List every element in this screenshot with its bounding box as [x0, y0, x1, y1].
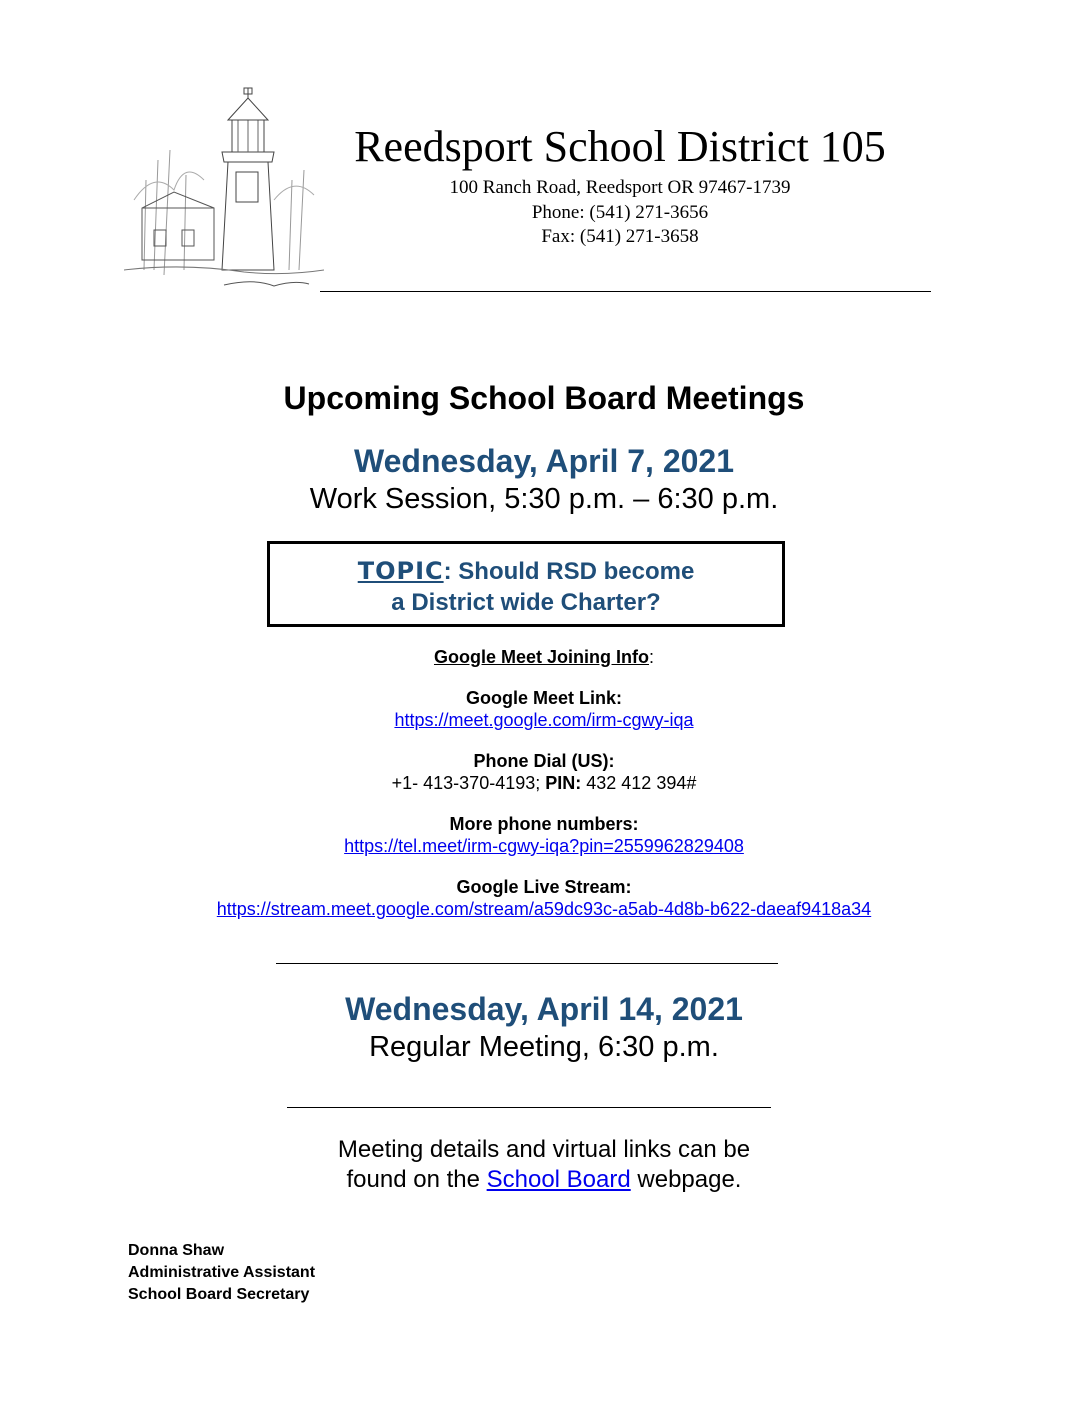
district-phone: Phone: (541) 271-3656: [531, 202, 709, 223]
letterhead-divider: [320, 291, 931, 292]
meet-link-row: [0, 709, 1088, 731]
meet-link-label: Google Meet Link:: [465, 688, 622, 708]
lighthouse-logo: [124, 80, 324, 295]
pin-label: PIN:: [545, 773, 582, 793]
more-phone-link[interactable]: https://tel.meet/irm-cgwy-iqa?pin=2559962829408: [344, 836, 744, 856]
footer-suffix: webpage.: [630, 1166, 742, 1193]
joining-info-label: Google Meet Joining Info: [433, 647, 649, 667]
signature-title-2: School Board Secretary: [128, 1286, 310, 1303]
topic-label: TOPIC: [357, 557, 444, 585]
joining-info-heading: [0, 646, 1088, 668]
joining-info-colon: :: [648, 647, 654, 667]
topic-text-1: : Should RSD become: [443, 558, 695, 585]
phone-dial-label: Phone Dial (US):: [473, 751, 615, 771]
meeting-divider: [276, 963, 778, 964]
signature-title-1: Administrative Assistant: [128, 1264, 316, 1281]
meeting2-date: Wednesday, April 14, 2021: [345, 991, 743, 1027]
live-stream-label: Google Live Stream:: [456, 877, 632, 897]
meet-link[interactable]: https://meet.google.com/irm-cgwy-iqa: [394, 710, 694, 730]
footer-divider: [287, 1107, 771, 1108]
district-name: Reedsport School District 105: [354, 122, 886, 171]
district-fax: Fax: (541) 271-3658: [541, 226, 699, 247]
meeting2-session: Regular Meeting, 6:30 p.m.: [369, 1031, 719, 1063]
footer-line-1: Meeting details and virtual links can be: [337, 1136, 751, 1163]
topic-line-1: [267, 555, 785, 588]
footer-prefix: found on the: [346, 1166, 487, 1193]
live-stream-row: [0, 898, 1088, 920]
footer-line-2: [0, 1165, 1088, 1195]
school-board-link[interactable]: School Board: [486, 1166, 631, 1193]
phone-number: +1- 413-370-4193;: [391, 773, 546, 793]
more-phone-row: [0, 835, 1088, 857]
meeting1-session: Work Session, 5:30 p.m. – 6:30 p.m.: [309, 483, 779, 515]
phone-dial-row: [0, 772, 1088, 794]
district-address: 100 Ranch Road, Reedsport OR 97467-1739: [449, 177, 791, 198]
page-heading: Upcoming School Board Meetings: [283, 380, 805, 416]
pin-value: 432 412 394#: [581, 773, 697, 793]
live-stream-link[interactable]: https://stream.meet.google.com/stream/a59dc93c-a5ab-4d8b-b622-daeaf9418a34: [216, 899, 872, 919]
signature-name: Donna Shaw: [128, 1242, 225, 1259]
more-phone-label: More phone numbers:: [449, 814, 639, 834]
topic-line-2: a District wide Charter?: [391, 589, 661, 616]
meeting1-date: Wednesday, April 7, 2021: [353, 443, 734, 479]
